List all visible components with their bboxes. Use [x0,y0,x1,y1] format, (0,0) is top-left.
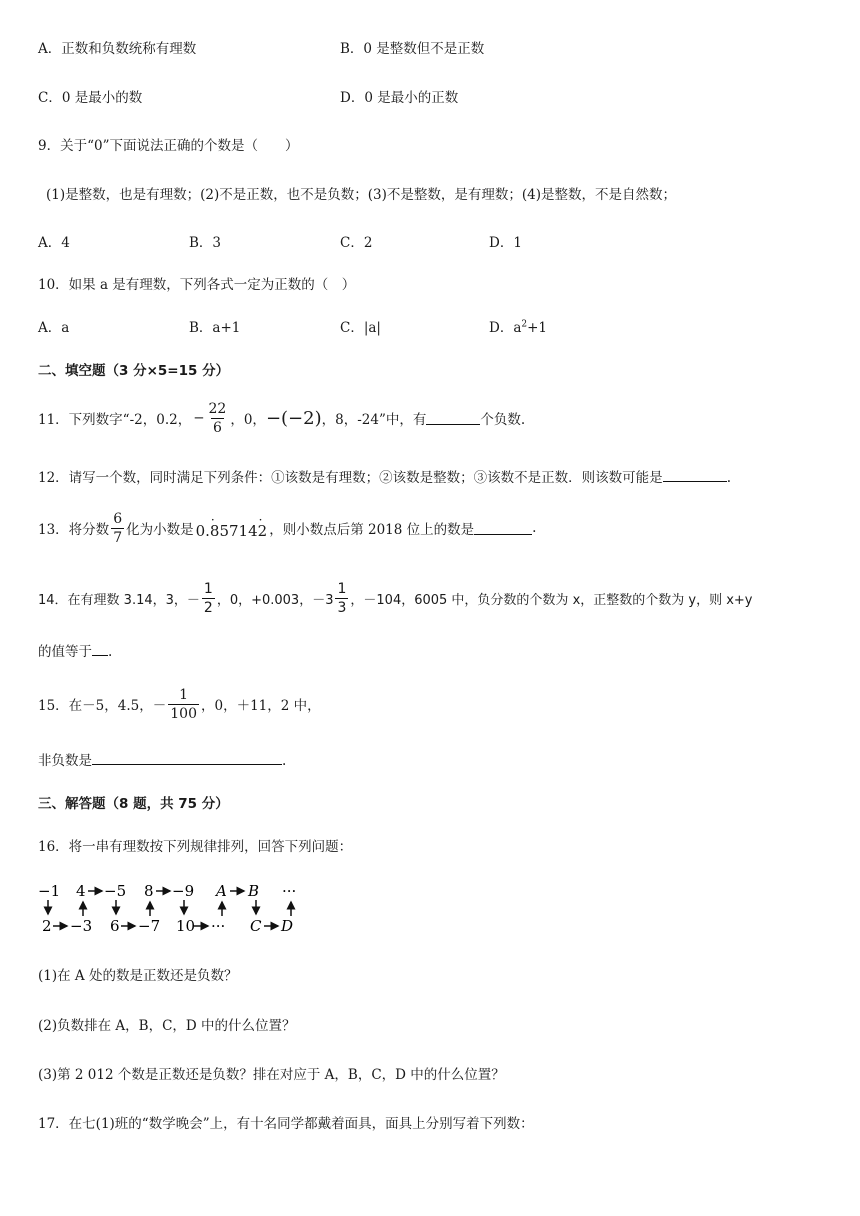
diagram-bottom-7: C [250,917,262,935]
diagram-top-6: A [216,882,227,900]
q14-fraction-2: $\frac{1}{3}$ [337,580,347,616]
q11-fraction: $\frac{22}{6}$ [208,400,227,436]
q15-end: . [282,753,287,769]
q14-line2-text: 的值等于 [38,644,92,660]
diagram-bottom-2: −3 [70,917,93,935]
section-2-heading: 二、填空题（3 分×5=15 分） [38,363,230,379]
q16-sub1: (1)在 A 处的数是正数还是负数？ [38,968,238,984]
q11-post: 个负数. [480,412,526,428]
diagram-bottom-3: 6 [110,917,120,935]
q8-option-b: B．0 是整数但不是正数 [340,41,485,57]
q12-text: 12．请写一个数，同时满足下列条件：①该数是有理数；②该数是整数；③该数不是正数．则该数可能是 [38,470,663,486]
q9-option-c: C．2 [340,235,373,251]
q15-fraction: $\frac{1}{100}$ [170,686,197,722]
diagram-bottom-5: 10 [176,917,196,935]
q10-option-b: B．a+1 [189,320,241,336]
q11-mid2: ，8，-24”中，有 [321,412,427,428]
diagram-top-2: 4 [76,882,86,900]
q13-fraction: $\frac{6}{7}$ [113,510,123,546]
q10-option-a: A．a [38,320,70,336]
diagram-bottom-8: D [281,917,294,935]
q15 [38,684,321,724]
q8-option-c: C．0 是最小的数 [38,90,143,106]
q12-end: . [726,470,731,486]
section-3-heading: 三、解答题（8 题，共 75 分） [38,796,229,812]
q13-post: ，则小数点后第 2018 位上的数是 [269,522,475,538]
q14-pre: 14．在有理数 3.14，3，－ [38,592,200,608]
diagram-top-8: ··· [282,882,297,900]
q8-option-d: D．0 是最小的正数 [340,90,459,106]
q9-statements: (1)是整数，也是有理数；(2)不是正数，也不是负数；(3)不是整数，是有理数；(4)是整数，不是自然数； [46,187,676,203]
q15-post: ，0，＋11，2 中， [200,698,321,714]
q13-end: . [532,520,537,536]
q9-option-b: B．3 [189,235,222,251]
q8-option-a: A．正数和负数统称有理数 [38,41,197,57]
q13-repeating-decimal: 0.· 85714· 2 [196,522,268,540]
diagram-top-3: −5 [104,882,127,900]
diagram-bottom-1: 2 [42,917,52,935]
q11-answer-blank[interactable] [426,412,480,425]
diagram-top-4: 8 [144,882,154,900]
q14-answer-blank[interactable] [92,643,108,656]
q16-sub2: (2)负数排在 A，B，C，D 中的什么位置？ [38,1018,296,1034]
q15-answer-blank[interactable] [92,752,282,765]
q16-sequence-diagram [36,878,316,938]
diagram-bottom-4: −7 [138,917,161,935]
q10-option-d: D．$a^2+1$ [489,319,548,336]
q17-stem: 17．在七(1)班的“数学晚会”上，有十名同学都戴着面具，面具上分别写着下列数： [38,1116,534,1132]
diagram-top-7: B [248,882,260,900]
q14-fraction-1: $\frac{1}{2}$ [203,580,213,616]
q10-stem: 10．如果 a 是有理数，下列各式一定为正数的（ ） [38,277,356,293]
q15-line2 [38,749,286,769]
q14-mid1: ，0，+0.003，－3 [216,592,334,608]
q11-pre: 11．下列数字“-2，0.2， [38,412,192,428]
q14 [38,578,753,618]
q16-stem: 16．将一串有理数按下列规律排列，回答下列问题： [38,839,353,855]
q9-stem: 9．关于“0”下面说法正确的个数是（ ） [38,138,299,154]
q14-end: . [108,644,113,660]
q13-pre: 13．将分数 [38,522,110,538]
q13 [38,508,536,548]
q11 [38,398,525,438]
q16-sub3: (3)第 2 012 个数是正数还是负数？排在对应于 A，B，C，D 中的什么位置？ [38,1067,505,1083]
q11-neg-expr: −(−2) [265,407,322,429]
q12-answer-blank[interactable] [663,469,727,482]
q12 [38,466,731,486]
diagram-top-5: −9 [172,882,195,900]
q14-line2 [38,640,112,660]
diagram-bottom-6: ··· [211,917,226,935]
diagram-top-1: −1 [38,882,61,900]
q9-option-a: A．4 [38,235,70,251]
q13-mid: 化为小数是 [126,522,194,538]
q10-option-c: C．|a| [340,320,381,336]
q14-mid2: ，－104，6005 中，负分数的个数为 x，正整数的个数为 y，则 x+y [350,592,753,608]
q11-frac-sign: − [193,410,205,426]
q15-line2-text: 非负数是 [38,753,92,769]
q9-option-d: D．1 [489,235,522,251]
q11-mid1: ，0， [230,412,266,428]
q15-pre: 15．在－5，4.5，－ [38,698,167,714]
q13-answer-blank[interactable] [474,522,532,535]
